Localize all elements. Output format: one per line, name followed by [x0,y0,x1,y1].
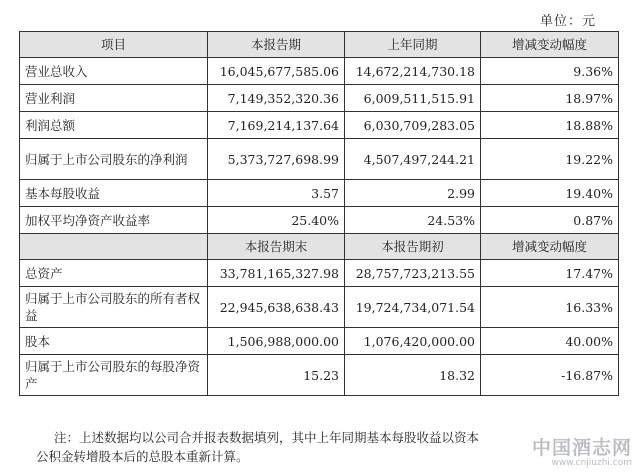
row-change: -16.87% [481,355,619,396]
table-row [20,287,619,328]
row-prior: 19,724,734,071.54 [345,287,481,328]
header-change: 增减变动幅度 [481,32,619,58]
row-prior: 24.53% [345,207,481,234]
row-change: 16.33% [481,287,619,328]
unit-label: 单位：元 [539,14,596,29]
table-row [20,58,619,85]
row-current: 15.23 [208,355,345,396]
footnote-line-2: 公积金转增股本后的总股本重新计算。 [36,449,249,464]
header-prior: 上年同期 [345,32,481,58]
subheader-current: 本报告期末 [208,234,345,260]
row-prior: 14,672,214,730.18 [345,58,481,85]
row-item: 归属于上市公司股东的所有者权益 [20,287,208,328]
table-row [20,328,619,355]
row-change: 18.88% [481,112,619,139]
row-current: 22,945,638,638.43 [208,287,345,328]
row-change: 40.00% [481,328,619,355]
table-row [20,207,619,234]
row-item: 总资产 [20,260,208,287]
header-item: 项目 [20,32,208,58]
watermark-url: www.cnjiuzhi.com [551,458,632,468]
table-row [20,355,619,396]
table-row [20,85,619,112]
row-item: 归属于上市公司股东的净利润 [20,139,208,180]
watermark-name: 中国酒志网 [531,437,632,459]
row-prior: 1,076,420,000.00 [345,328,481,355]
table-row [20,112,619,139]
subheader-prior: 本报告期初 [345,234,481,260]
table-header-row [20,32,619,58]
table-row [20,139,619,180]
row-change: 17.47% [481,260,619,287]
row-item: 营业利润 [20,85,208,112]
footnote [36,428,594,466]
watermark-logo [532,433,632,468]
row-item: 归属于上市公司股东的每股净资产 [20,355,208,396]
row-change: 9.36% [481,58,619,85]
row-current: 33,781,165,327.98 [208,260,345,287]
row-current: 5,373,727,698.99 [208,139,345,180]
row-item: 加权平均净资产收益率 [20,207,208,234]
row-prior: 28,757,723,213.55 [345,260,481,287]
financial-summary-table [19,31,619,396]
row-item: 营业总收入 [20,58,208,85]
table-row [20,260,619,287]
row-current: 16,045,677,585.06 [208,58,345,85]
footnote-line-1: 注：上述数据均以公司合并报表数据填列，其中上年同期基本每股收益以资本 [54,430,480,445]
header-current: 本报告期 [208,32,345,58]
row-change: 0.87% [481,207,619,234]
row-current: 3.57 [208,180,345,207]
table-subheader-row [20,234,619,260]
row-prior: 6,030,709,283.05 [345,112,481,139]
subheader-item-empty [20,234,208,260]
row-current: 1,506,988,000.00 [208,328,345,355]
table-row [20,180,619,207]
row-item: 利润总额 [20,112,208,139]
row-change: 18.97% [481,85,619,112]
row-item: 基本每股收益 [20,180,208,207]
row-current: 7,169,214,137.64 [208,112,345,139]
row-item: 股本 [20,328,208,355]
row-current: 25.40% [208,207,345,234]
row-prior: 4,507,497,244.21 [345,139,481,180]
row-change: 19.22% [481,139,619,180]
row-current: 7,149,352,320.36 [208,85,345,112]
row-prior: 6,009,511,515.91 [345,85,481,112]
subheader-change: 增减变动幅度 [481,234,619,260]
row-prior: 2.99 [345,180,481,207]
row-prior: 18.32 [345,355,481,396]
row-change: 19.40% [481,180,619,207]
